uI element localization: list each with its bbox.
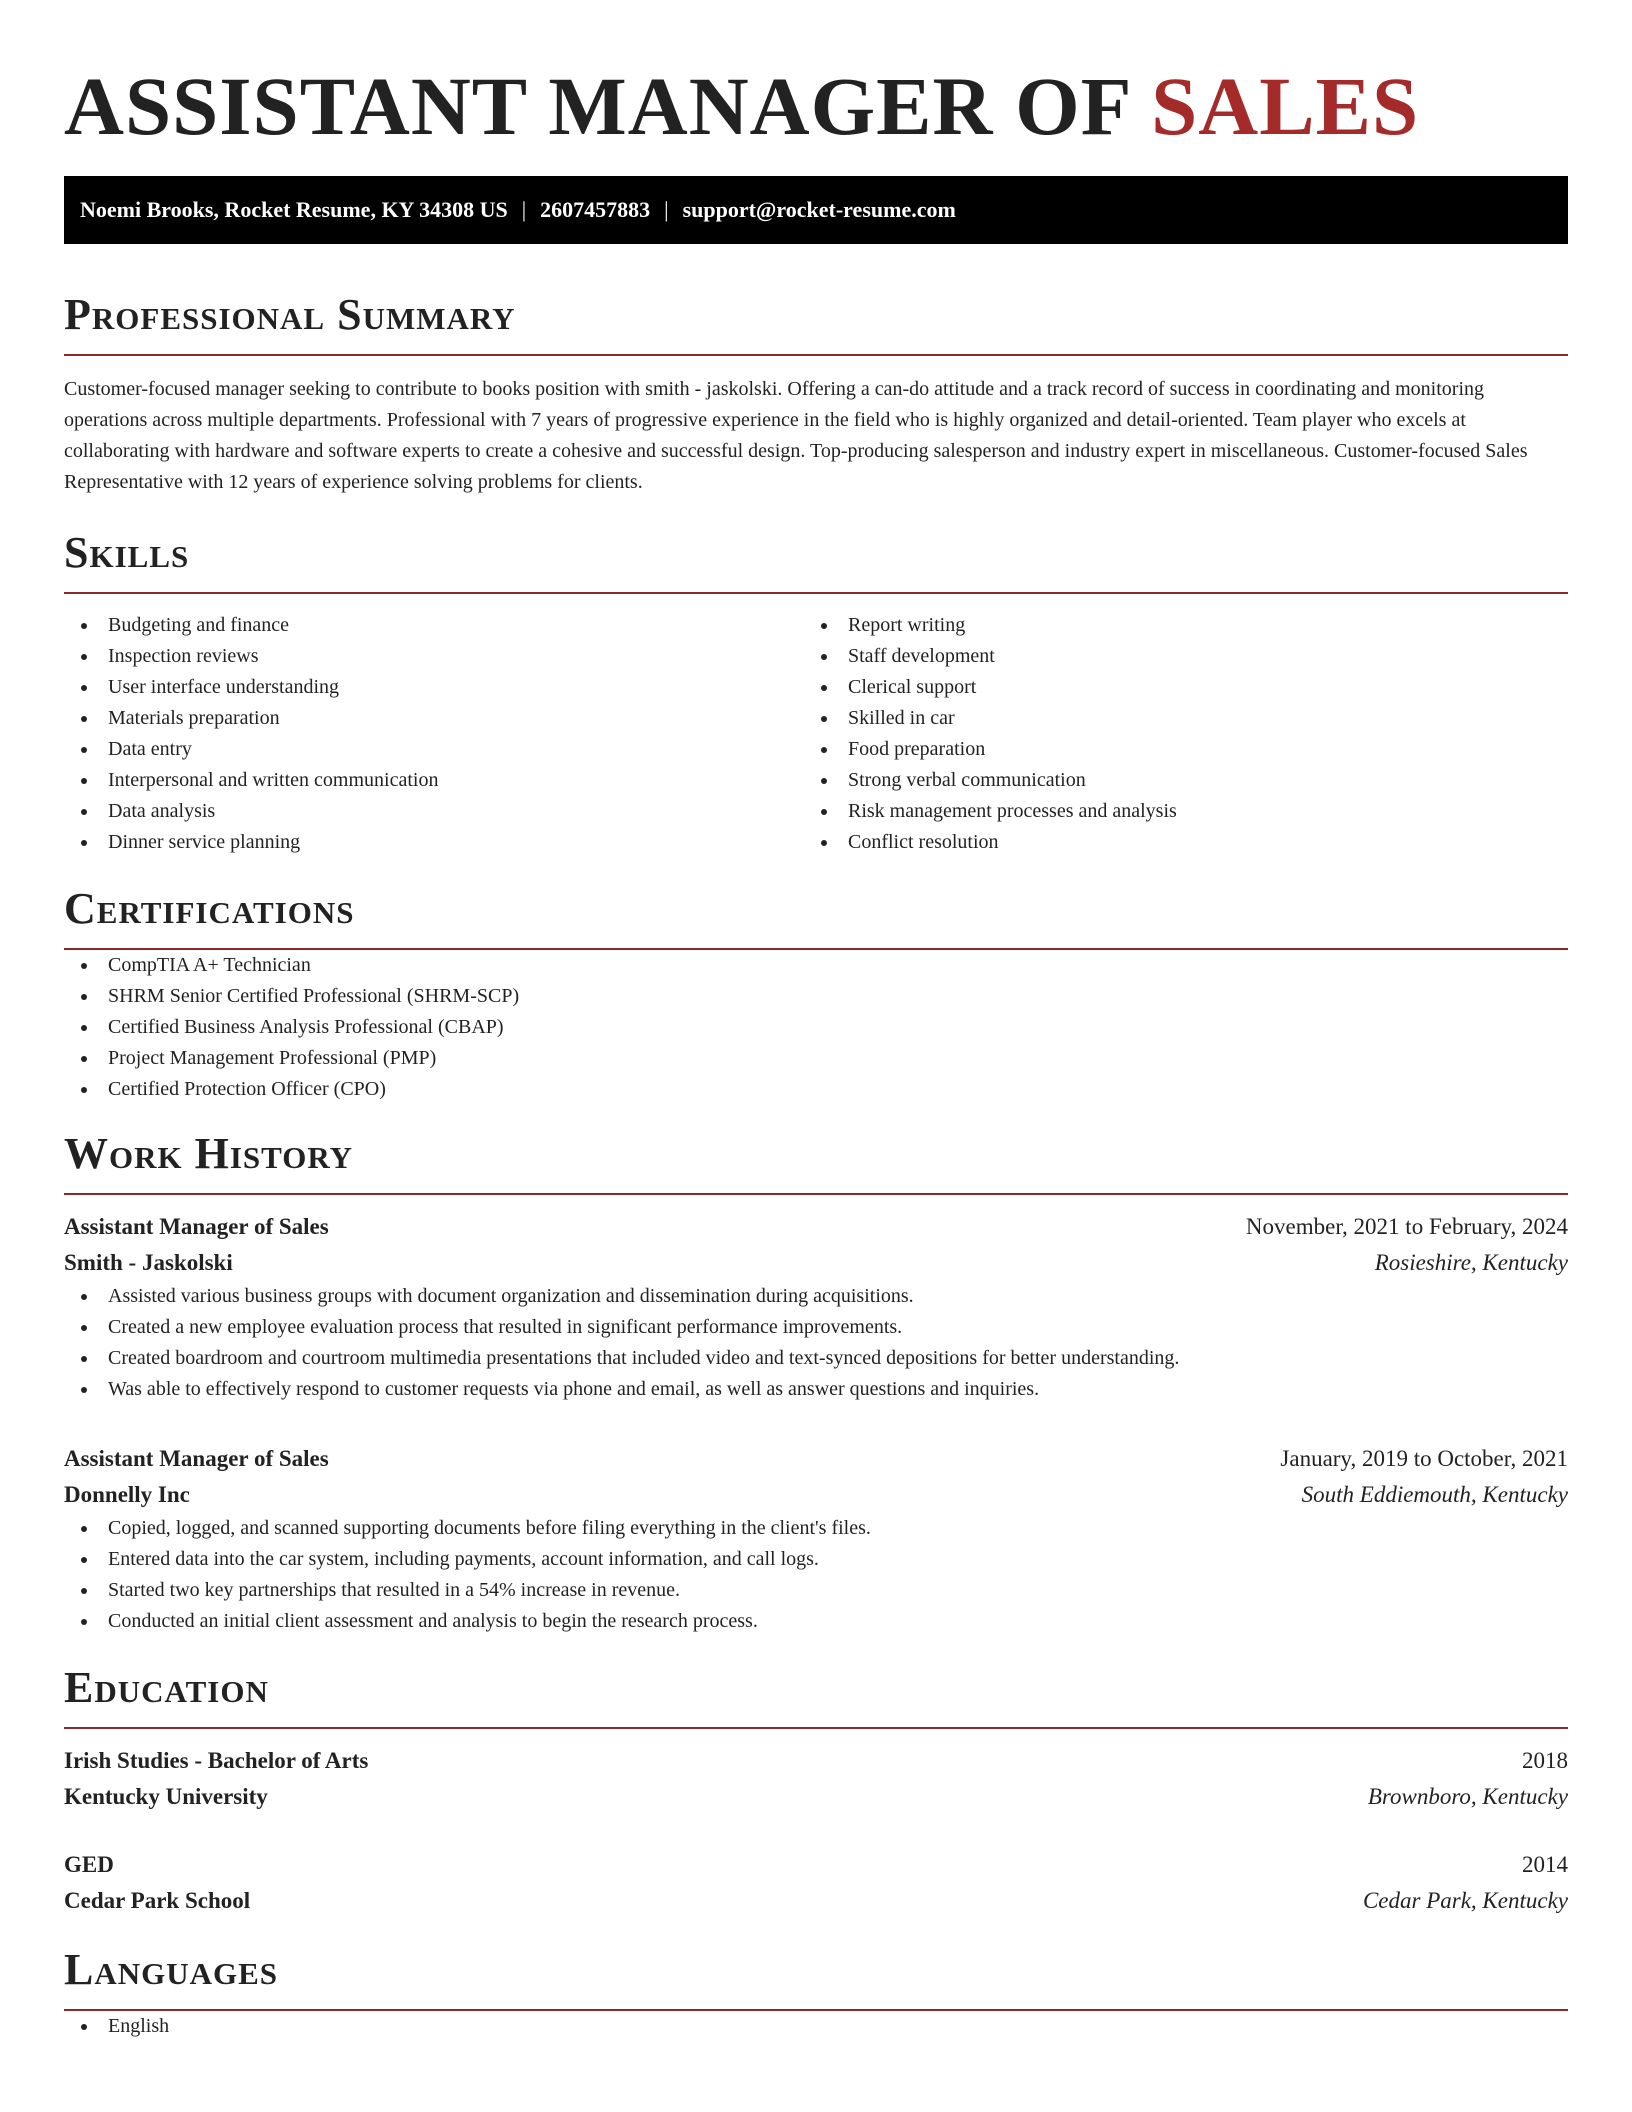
job-dates: January, 2019 to October, 2021 — [1280, 1446, 1568, 1471]
languages-list — [64, 2011, 1568, 2042]
job-bullet: Was able to effectively respond to customer requests via phone and email, as well as answer questions and inquiries. — [64, 1374, 1568, 1405]
section-divider — [64, 354, 1568, 356]
contact-address: Noemi Brooks, Rocket Resume, KY 34308 US — [80, 197, 508, 222]
skill-item: Data entry — [64, 734, 804, 765]
skill-item: Staff development — [804, 641, 1544, 672]
job-bullet: Conducted an initial client assessment and analysis to begin the research process. — [64, 1606, 1568, 1637]
job-location: South Eddiemouth, Kentucky — [1301, 1482, 1568, 1507]
skills-list-left — [64, 610, 804, 858]
education-school: Cedar Park School — [64, 1888, 251, 1913]
skill-item: Dinner service planning — [64, 827, 804, 858]
education-header — [64, 1847, 1568, 1883]
job-title: Assistant Manager of Sales — [64, 1446, 329, 1471]
job-company: Smith - Jaskolski — [64, 1250, 233, 1275]
job-bullets — [64, 1281, 1568, 1405]
resume-title — [64, 0, 1568, 156]
skill-item: Report writing — [804, 610, 1544, 641]
certification-item: Certified Business Analysis Professional (CBAP) — [64, 1012, 1568, 1043]
job-bullets — [64, 1513, 1568, 1637]
job-bullet: Created boardroom and courtroom multimedia presentations that included video and text-synced depositions for better understanding. — [64, 1343, 1568, 1374]
languages-section — [64, 1945, 1568, 2042]
skill-item: Clerical support — [804, 672, 1544, 703]
summary-section — [64, 290, 1568, 498]
language-item: English — [64, 2011, 1568, 2042]
work-history-heading: Work History — [64, 1129, 354, 1178]
skills-columns — [64, 610, 1568, 858]
contact-bar — [64, 176, 1568, 244]
education-entry — [64, 1847, 1568, 1919]
skill-item: Food preparation — [804, 734, 1544, 765]
skills-section — [64, 528, 1568, 858]
job-entry — [64, 1441, 1568, 1637]
skill-item: Risk management processes and analysis — [804, 796, 1544, 827]
contact-separator: | — [521, 197, 527, 222]
education-heading: Education — [64, 1663, 269, 1712]
education-school: Kentucky University — [64, 1784, 268, 1809]
education-header — [64, 1743, 1568, 1779]
job-bullet: Assisted various business groups with document organization and dissemination during acquisitions. — [64, 1281, 1568, 1312]
job-bullet: Created a new employee evaluation process that resulted in significant performance improvements. — [64, 1312, 1568, 1343]
certifications-heading: Certifications — [64, 884, 355, 933]
summary-text: Customer-focused manager seeking to contribute to books position with smith - jaskolski. Offering a can-do attitude and a track record of success in coordinating and monitoring operations across multiple departments. Professional with 7 years of progressive experience in the field who is highly organized and detail-oriented. Team player who excels at collaborating with hardware and software experts to create a cohesive and successful design. Top-producing salesperson and industry expert in miscellaneous. Customer-focused Sales Representative with 12 years of experience solving problems for clients. — [64, 378, 1528, 493]
section-divider — [64, 1193, 1568, 1195]
certification-item: CompTIA A+ Technician — [64, 950, 1568, 981]
section-divider — [64, 1727, 1568, 1729]
certification-item: SHRM Senior Certified Professional (SHRM-SCP) — [64, 981, 1568, 1012]
contact-phone: 2607457883 — [540, 197, 651, 222]
skill-item: Materials preparation — [64, 703, 804, 734]
education-location: Cedar Park, Kentucky — [1362, 1888, 1568, 1913]
job-entry — [64, 1209, 1568, 1405]
education-degree: Irish Studies - Bachelor of Arts — [64, 1748, 369, 1773]
education-year: 2018 — [1522, 1748, 1568, 1773]
skill-item: Inspection reviews — [64, 641, 804, 672]
job-bullet: Started two key partnerships that resulted in a 54% increase in revenue. — [64, 1575, 1568, 1606]
skills-list-right — [804, 610, 1544, 858]
education-subheader — [64, 1883, 1568, 1919]
skill-item: Strong verbal communication — [804, 765, 1544, 796]
certifications-section — [64, 884, 1568, 1105]
skill-item: Budgeting and finance — [64, 610, 804, 641]
job-company: Donnelly Inc — [64, 1482, 190, 1507]
skill-item: Conflict resolution — [804, 827, 1544, 858]
skill-item: Data analysis — [64, 796, 804, 827]
education-year: 2014 — [1522, 1852, 1568, 1877]
contact-separator: | — [664, 197, 669, 222]
title-main: ASSISTANT MANAGER OF — [64, 60, 1130, 152]
job-header — [64, 1441, 1568, 1477]
job-location: Rosieshire, Kentucky — [1374, 1250, 1568, 1275]
summary-heading: Professional Summary — [64, 290, 516, 339]
certifications-list — [64, 950, 1568, 1105]
title-accent: SALES — [1151, 60, 1420, 152]
education-entry — [64, 1743, 1568, 1815]
skill-item: Interpersonal and written communication — [64, 765, 804, 796]
contact-email: support@rocket-resume.com — [682, 197, 956, 222]
skill-item: Skilled in car — [804, 703, 1544, 734]
job-title: Assistant Manager of Sales — [64, 1214, 329, 1239]
section-divider — [64, 592, 1568, 594]
job-subheader — [64, 1245, 1568, 1281]
job-subheader — [64, 1477, 1568, 1513]
education-section — [64, 1663, 1568, 1919]
certification-item: Certified Protection Officer (CPO) — [64, 1074, 1568, 1105]
work-history-section — [64, 1129, 1568, 1637]
certification-item: Project Management Professional (PMP) — [64, 1043, 1568, 1074]
languages-heading: Languages — [64, 1945, 279, 1994]
job-bullet: Copied, logged, and scanned supporting documents before filing everything in the client's files. — [64, 1513, 1568, 1544]
skills-heading: Skills — [64, 528, 190, 577]
job-bullet: Entered data into the car system, including payments, account information, and call logs. — [64, 1544, 1568, 1575]
education-location: Brownboro, Kentucky — [1367, 1784, 1568, 1809]
job-dates: November, 2021 to February, 2024 — [1245, 1214, 1568, 1239]
skill-item: User interface understanding — [64, 672, 804, 703]
education-degree: GED — [64, 1852, 114, 1877]
education-subheader — [64, 1779, 1568, 1815]
job-header — [64, 1209, 1568, 1245]
